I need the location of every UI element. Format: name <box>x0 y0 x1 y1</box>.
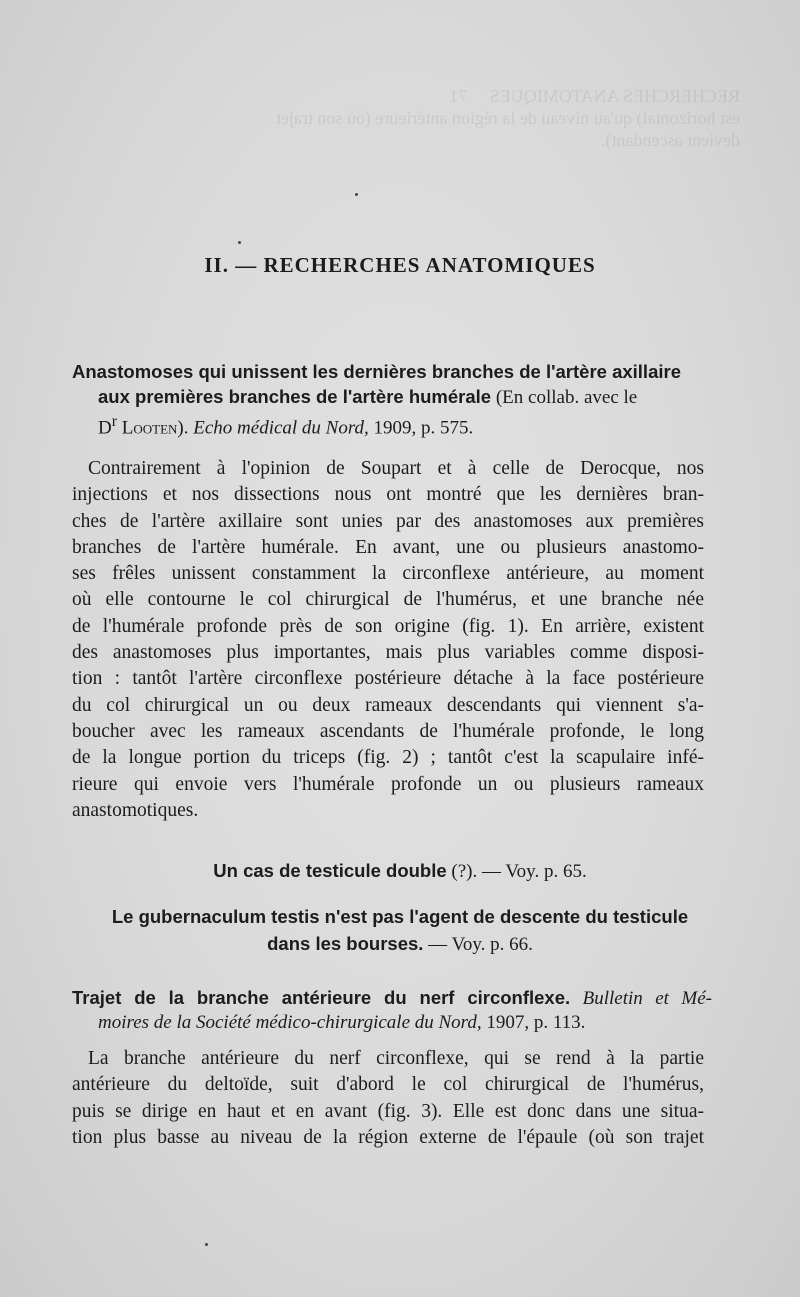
entry-body-nerf-circonflexe <box>72 1046 704 1151</box>
journal-name-part2: moires de la Société médico-chirurgicale du Nord, <box>98 1012 482 1033</box>
body-line: ches de l'artère axillaire sont unies par des anastomoses aux premières <box>72 510 704 532</box>
body-line: des anastomoses plus importantes, mais plus variables comme disposi- <box>72 642 704 664</box>
reference-testicule-double <box>0 858 800 885</box>
body-line: rieure qui envoie vers l'humérale profonde un ou plusieurs rameaux <box>72 773 704 795</box>
reference-title-line1: Le gubernaculum testis n'est pas l'agent de descente du testicule <box>111 906 689 927</box>
reference-title: Un cas de testicule double <box>213 860 447 881</box>
entry-title-line1: Anastomoses qui unissent les dernières branches de l'artère axillaire <box>72 361 681 382</box>
body-line: anastomotiques. <box>72 799 199 821</box>
doctor-abbrev-sup: r <box>111 413 118 430</box>
body-line: ses frêles unissent constamment la circonflexe antérieure, au moment <box>72 563 704 585</box>
entry-title-line2-rest: (En collab. avec le <box>491 387 638 408</box>
entry-body-anastomoses <box>72 456 704 824</box>
reference-page: (?). — Voy. p. 65. <box>446 861 587 882</box>
journal-ref: 1907, p. 113. <box>481 1012 586 1033</box>
entry-title-bold: Trajet de la branche antérieure du nerf circonflexe. <box>72 987 571 1008</box>
entry-title-nerf-circonflexe <box>72 986 712 1035</box>
body-line: boucher avec les rameaux ascendants de l'humérale profonde, le long <box>72 720 704 742</box>
body-line: de la longue portion du triceps (fig. 2) ; tantôt c'est la scapulaire infé- <box>72 747 704 769</box>
collaborator-name: Looten). <box>117 417 189 439</box>
body-line: du col chirurgical un ou deux rameaux descendants qui viennent s'a- <box>72 694 704 716</box>
doctor-abbrev: D <box>98 417 112 439</box>
body-line: de l'humérale profonde près de son origine (fig. 1). En arrière, existent <box>72 615 704 637</box>
body-line: tion : tantôt l'artère circonflexe postérieure détache à la face postérieure <box>72 668 704 690</box>
reference-gubernaculum <box>0 904 800 958</box>
journal-name-part1: Bulletin et Mé- <box>570 988 712 1009</box>
entry-title-line2 <box>72 385 712 410</box>
entry-title-line2 <box>72 1011 712 1035</box>
section-title: II. — RECHERCHES ANATOMIQUES <box>204 253 596 277</box>
body-line: tion plus basse au niveau de la région externe de l'épaule (où son trajet <box>72 1126 704 1148</box>
entry-title-line1 <box>72 986 712 1011</box>
body-line: branches de l'artère humérale. En avant, une ou plusieurs anastomo- <box>72 536 704 558</box>
journal-name: Echo médical du Nord, <box>188 417 369 439</box>
journal-ref: 1909, p. 575. <box>368 417 474 439</box>
body-line: où elle contourne le col chirurgical de l'humérus, et une branche née <box>72 589 704 611</box>
reference-title-line2: dans les bourses. <box>267 933 424 954</box>
body-line: Contrairement à l'opinion de Soupart et à celle de Derocque, nos <box>88 458 704 479</box>
entry-title-line2-bold: aux premières branches de l'artère humérale <box>98 386 492 407</box>
entry-title-anastomoses <box>72 360 712 440</box>
body-line: injections et nos dissections nous ont montré que les dernières bran- <box>72 484 704 506</box>
body-line: antérieure du deltoïde, suit d'abord le col chirurgical de l'humérus, <box>72 1074 704 1096</box>
body-line: puis se dirige en haut et en avant (fig. 3). Elle est donc dans une situa- <box>72 1100 704 1122</box>
print-speck <box>238 241 241 244</box>
print-speck <box>355 193 358 196</box>
show-through-text: RECHERCHES ANATOMIQUES 71 est horizontal) qu'au niveau de la région antérieure (où son trajet devient ascendant). <box>275 86 740 150</box>
reference-page: — Voy. p. 66. <box>423 934 533 955</box>
body-line: La branche antérieure du nerf circonflexe, qui se rend à la partie <box>88 1048 704 1069</box>
print-speck <box>205 1243 208 1246</box>
entry-title-line3 <box>72 410 712 440</box>
